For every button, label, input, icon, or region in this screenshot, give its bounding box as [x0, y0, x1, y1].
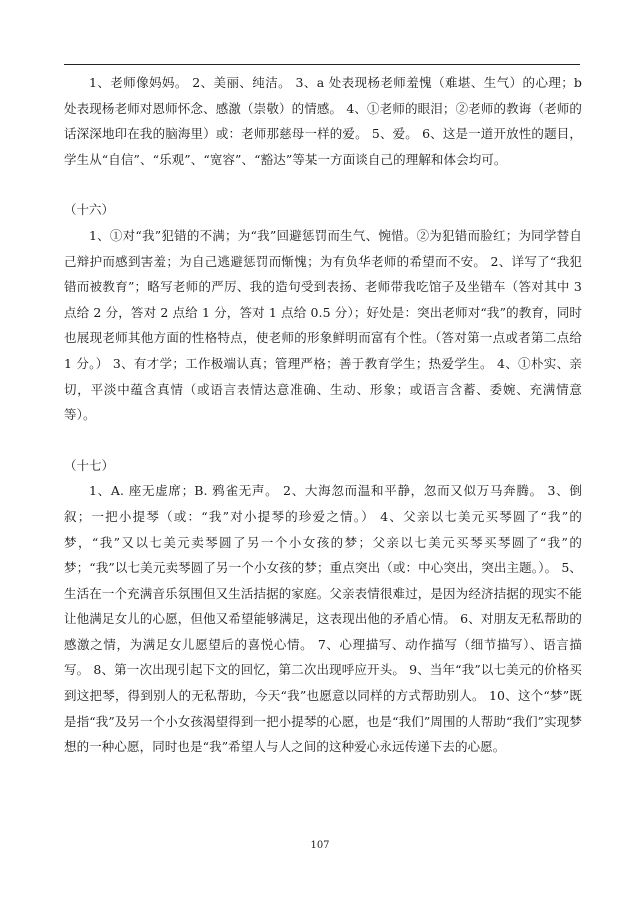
page-number: 107 [310, 840, 330, 851]
section-16-heading: （十六） [64, 202, 115, 218]
intro-answers: 1、老师像妈妈。 2、美丽、纯洁。 3、a 处表现杨老师羞愧（难堪、生气）的心理；b 处表现杨老师对恩师怀念、感激（崇敬）的情感。 4、①老师的眼泪；②老师的教诲（老师的话深深地印在我的脑海里）或：老师那慈母一样的爱。 5、爱。 6、这是一道开放性的题目，学生从“自信”、“乐观”、“宽容”、“豁达”等某一方面谈自己的理解和体会均可。 [64, 75, 582, 167]
section-17-heading: （十七） [64, 457, 115, 473]
header-rule [64, 64, 580, 65]
answer-content [64, 70, 582, 760]
section-17-answers: 1、A. 座无虚席；B. 鸦雀无声。 2、大海忽而温和平静，忽而又似万马奔腾。 3、倒叙；一把小提琴（或：“我”对小提琴的珍爱之情。） 4、父亲以七美元买琴圆了“我”的梦，“我”又以七美元卖琴圆了另一个小女孩的梦；父亲以七美元买琴买琴圆了“我”的梦；“我”以七美元卖琴圆了另一个小女孩的梦；重点突出（或：中心突出，突出主题。）。 5、生活在一个充满音乐氛围但又生活拮据的家庭。父亲表情很难过，是因为经济拮据的现实不能让他满足女儿的心愿，但他又希望能够满足，这表现出他的矛盾心情。 6、对朋友无私帮助的感激之情，为满足女儿愿望后的喜悦心情。 7、心理描写、动作描写（细节描写）、语言描写。 8、第一次出现引起下文的回忆，第二次出现呼应开头。 9、当年“我”以七美元的价格买到这把琴，得到别人的无私帮助，今天“我”也愿意以同样的方式帮助别人。 10、这个“梦”既是指“我”及另一个小女孩渴望得到一把小提琴的心愿，也是“我们”周围的人帮助“我们”实现梦想的一种心愿，同时也是“我”希望人与人之间的这种爱心永远传递下去的心愿。 [64, 483, 582, 755]
section-16-answers: 1、①对“我”犯错的不满；为“我”回避惩罚而生气、惋惜。②为犯错而脸红；为同学替自己辩护而感到害羞；为自己逃避惩罚而惭愧；为有负华老师的希望而不安。 2、详写了“我犯错而被教育”；略写老师的严厉、我的造句受到表扬、老师带我吃馆子及坐错车（答对其中 3 点给 2 分，答对 2 点给 1 分，答对 1 点给 0.5 分）；好处是：突出老师对“我”的教育，同时也展现老师其他方面的性格特点，使老师的形象鲜明而富有个性。（答对第一点或者第二点给 1 分。） 3、有才学；工作极端认真；管理严格；善于教育学生；热爱学生。 4、①朴实、亲切，平淡中蕴含真情（或语言表情达意准确、生动、形象；或语言含蓄、委婉、充满情意等）。 [64, 227, 582, 423]
